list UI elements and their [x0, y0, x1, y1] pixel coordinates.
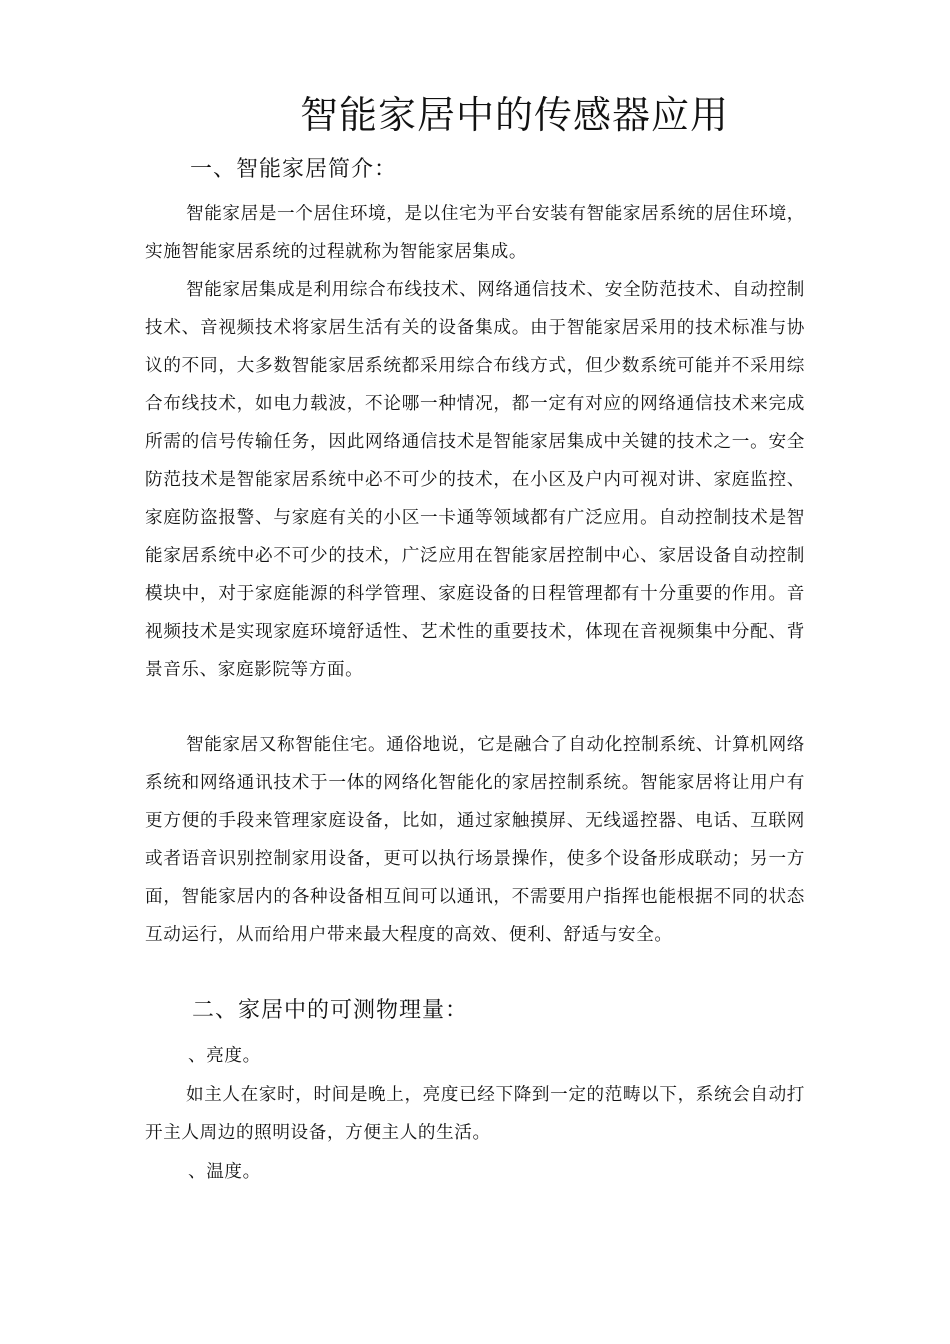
item-label-brightness: 、亮度。	[188, 1046, 261, 1066]
paragraph-intro-1: 智能家居是一个居住环境，是以住宅为平台安装有智能家居系统的居住环境，实施智能家居系统的过程就称为智能家居集成。	[145, 204, 805, 262]
paragraph-intro-3: 智能家居又称智能住宅。通俗地说，它是融合了自动化控制系统、计算机网络系统和网络通讯技术于一体的网络化智能化的家居控制系统。智能家居将让用户有更方便的手段来管理家庭设备，比如，通过家触摸屏、无线遥控器、电话、互联网或者语音识别控制家用设备，更可以执行场景操作，使多个设备形成联动；另一方面，智能家居内的各种设备相互间可以通讯，不需要用户指挥也能根据不同的状态互动运行，从而给用户带来最大程度的高效、便利、舒适与安全。	[145, 735, 805, 945]
section-heading-measurables: 二、家居中的可测物理量：	[192, 998, 469, 1023]
document-title: 智能家居中的传感器应用	[300, 93, 730, 137]
paragraph-intro-2: 智能家居集成是利用综合布线技术、网络通信技术、安全防范技术、自动控制技术、音视频技术将家居生活有关的设备集成。由于智能家居采用的技术标准与协议的不同，大多数智能家居系统都采用综合布线方式，但少数系统可能并不采用综合布线技术，如电力载波，不论哪一种情况，都一定有对应的网络通信技术来完成所需的信号传输任务，因此网络通信技术是智能家居集成中关键的技术之一。安全防范技术是智能家居系统中必不可少的技术，在小区及户内可视对讲、家庭监控、家庭防盗报警、与家庭有关的小区一卡通等领域都有广泛应用。自动控制技术是智能家居系统中必不可少的技术，广泛应用在智能家居控制中心、家居设备自动控制模块中，对于家庭能源的科学管理、家庭设备的日程管理都有十分重要的作用。音视频技术是实现家庭环境舒适性、艺术性的重要技术，体现在音视频集中分配、背景音乐、家庭影院等方面。	[145, 280, 805, 680]
section-heading-intro: 一、智能家居简介：	[190, 157, 398, 182]
item-label-temperature: 、温度。	[188, 1162, 261, 1182]
paragraph-brightness: 如主人在家时，时间是晚上，亮度已经下降到一定的范畴以下，系统会自动打开主人周边的照明设备，方便主人的生活。	[145, 1085, 805, 1143]
